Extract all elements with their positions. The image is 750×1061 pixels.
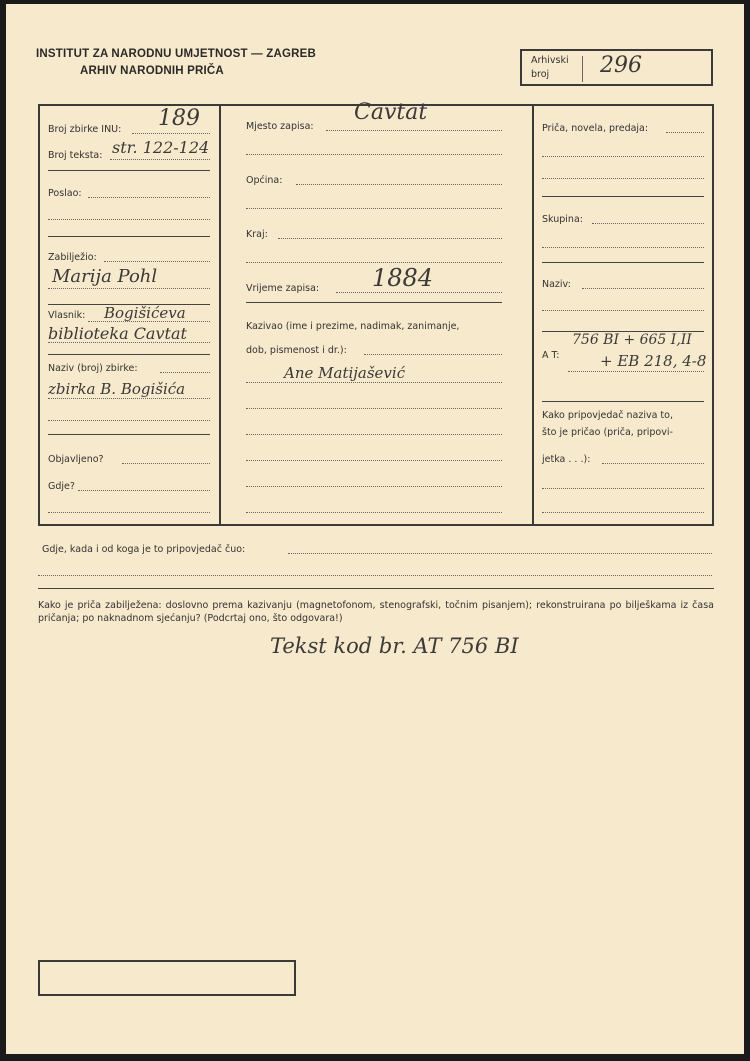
dots xyxy=(542,512,704,513)
dots xyxy=(288,553,712,554)
group-label: Skupina: xyxy=(542,214,583,225)
institute-title: INSTITUT ZA NARODNU UMJETNOST — ZAGREB xyxy=(36,48,316,60)
sol xyxy=(48,354,210,355)
dots xyxy=(246,154,502,155)
dots xyxy=(602,463,704,464)
dots xyxy=(88,321,210,322)
heard-question: Gdje, kada i od koga je to pripovjedač čuo: xyxy=(42,544,246,555)
archive-number-label-2: broj xyxy=(531,69,550,80)
archive-number-label: Arhivski xyxy=(531,55,569,66)
dots xyxy=(592,223,704,224)
recorded-by-label: Zabilježio: xyxy=(48,252,97,263)
dots xyxy=(542,488,704,489)
dots xyxy=(542,247,704,248)
dots xyxy=(132,133,210,134)
recording-method-text: Kako je priča zabilježena: doslovno prema kazivanju (magnetofonom, stenografski, točnim pisanjem); rekonstruirana po bilješkama iz časa pričanja; po naknadnom sjećanju? (Podcrtaj ono, što odgovara!) xyxy=(38,600,714,624)
collection-name-value: zbirka B. Bogišića xyxy=(48,380,186,398)
dots xyxy=(160,372,210,373)
text-no-value: str. 122-124 xyxy=(112,138,210,157)
dots xyxy=(48,219,210,220)
dots xyxy=(48,288,210,289)
date-value: 1884 xyxy=(372,264,434,292)
dots xyxy=(246,486,502,487)
archive-number-box xyxy=(520,49,713,86)
dots xyxy=(246,262,502,263)
dots xyxy=(336,292,502,293)
place-label: Mjesto zapisa: xyxy=(246,121,314,132)
at-label: A T: xyxy=(542,350,560,361)
bottom-stamp-box xyxy=(38,960,296,996)
story-type-label: Priča, novela, predaja: xyxy=(542,123,649,134)
sol xyxy=(542,401,704,402)
narrator-label-2: dob, pismenost i dr.): xyxy=(246,345,347,356)
dots xyxy=(246,460,502,461)
dots xyxy=(666,132,704,133)
sol xyxy=(48,434,210,435)
sol xyxy=(48,236,210,237)
sent-by-label: Poslao: xyxy=(48,188,82,199)
archive-title: ARHIV NARODNIH PRIČA xyxy=(80,65,224,77)
narrator-label: Kazivao (ime i prezime, nadimak, zanimanje, xyxy=(246,321,460,332)
at-value-2: + EB 218, 4-8 xyxy=(600,352,707,370)
dots xyxy=(38,575,712,576)
municipality-label: Općina: xyxy=(246,175,283,186)
dots xyxy=(582,288,704,289)
dots xyxy=(568,371,704,372)
dots xyxy=(122,463,210,464)
dots xyxy=(48,420,210,421)
narrator-value: Ane Matijašević xyxy=(284,364,406,382)
dots xyxy=(48,342,210,343)
sol xyxy=(542,262,704,263)
column-divider-1 xyxy=(219,104,221,526)
dots xyxy=(542,156,704,157)
dots xyxy=(246,434,502,435)
handwritten-note: Tekst kod br. AT 756 BI xyxy=(270,634,519,658)
dots xyxy=(542,310,704,311)
collection-no-value: 189 xyxy=(158,106,200,131)
dots xyxy=(364,354,502,355)
region-label: Kraj: xyxy=(246,229,268,240)
owner-value: Bogišićeva xyxy=(104,304,186,322)
text-no-label: Broj teksta: xyxy=(48,150,103,161)
archive-number-value: 296 xyxy=(600,53,642,78)
dots xyxy=(78,490,210,491)
dots xyxy=(88,197,210,198)
narrator-term-label-3: jetka . . .): xyxy=(542,454,591,465)
collection-name-label: Naziv (broj) zbirke: xyxy=(48,363,138,374)
dots xyxy=(48,398,210,399)
sol xyxy=(38,588,714,589)
date-label: Vrijeme zapisa: xyxy=(246,283,320,294)
archive-number-divider xyxy=(582,56,584,82)
dots xyxy=(326,130,502,131)
dots xyxy=(296,184,502,185)
sol xyxy=(542,196,704,197)
recorded-by-value: Marija Pohl xyxy=(52,266,158,287)
dots xyxy=(246,512,502,513)
title-label: Naziv: xyxy=(542,279,571,290)
dots xyxy=(110,159,210,160)
dots xyxy=(278,238,502,239)
dots xyxy=(246,382,502,383)
column-divider-2 xyxy=(532,104,534,526)
published-label: Objavljeno? xyxy=(48,454,104,465)
dots xyxy=(246,408,502,409)
place-value: Cavtat xyxy=(354,100,428,125)
dots xyxy=(246,208,502,209)
collection-no-label: Broj zbirke INU: xyxy=(48,124,122,135)
owner-value-2: biblioteka Cavtat xyxy=(48,324,187,343)
narrator-term-label: Kako pripovjedač naziva to, xyxy=(542,410,673,421)
dots xyxy=(104,261,210,262)
owner-label: Vlasnik: xyxy=(48,310,86,321)
narrator-term-label-2: što je pričao (priča, pripovi- xyxy=(542,427,673,438)
where-label: Gdje? xyxy=(48,481,75,492)
sol xyxy=(48,170,210,171)
dots xyxy=(542,178,704,179)
archive-form-page xyxy=(6,4,744,1054)
at-value: 756 BI + 665 I,II xyxy=(572,332,692,348)
sol xyxy=(246,302,502,303)
dots xyxy=(48,512,210,513)
